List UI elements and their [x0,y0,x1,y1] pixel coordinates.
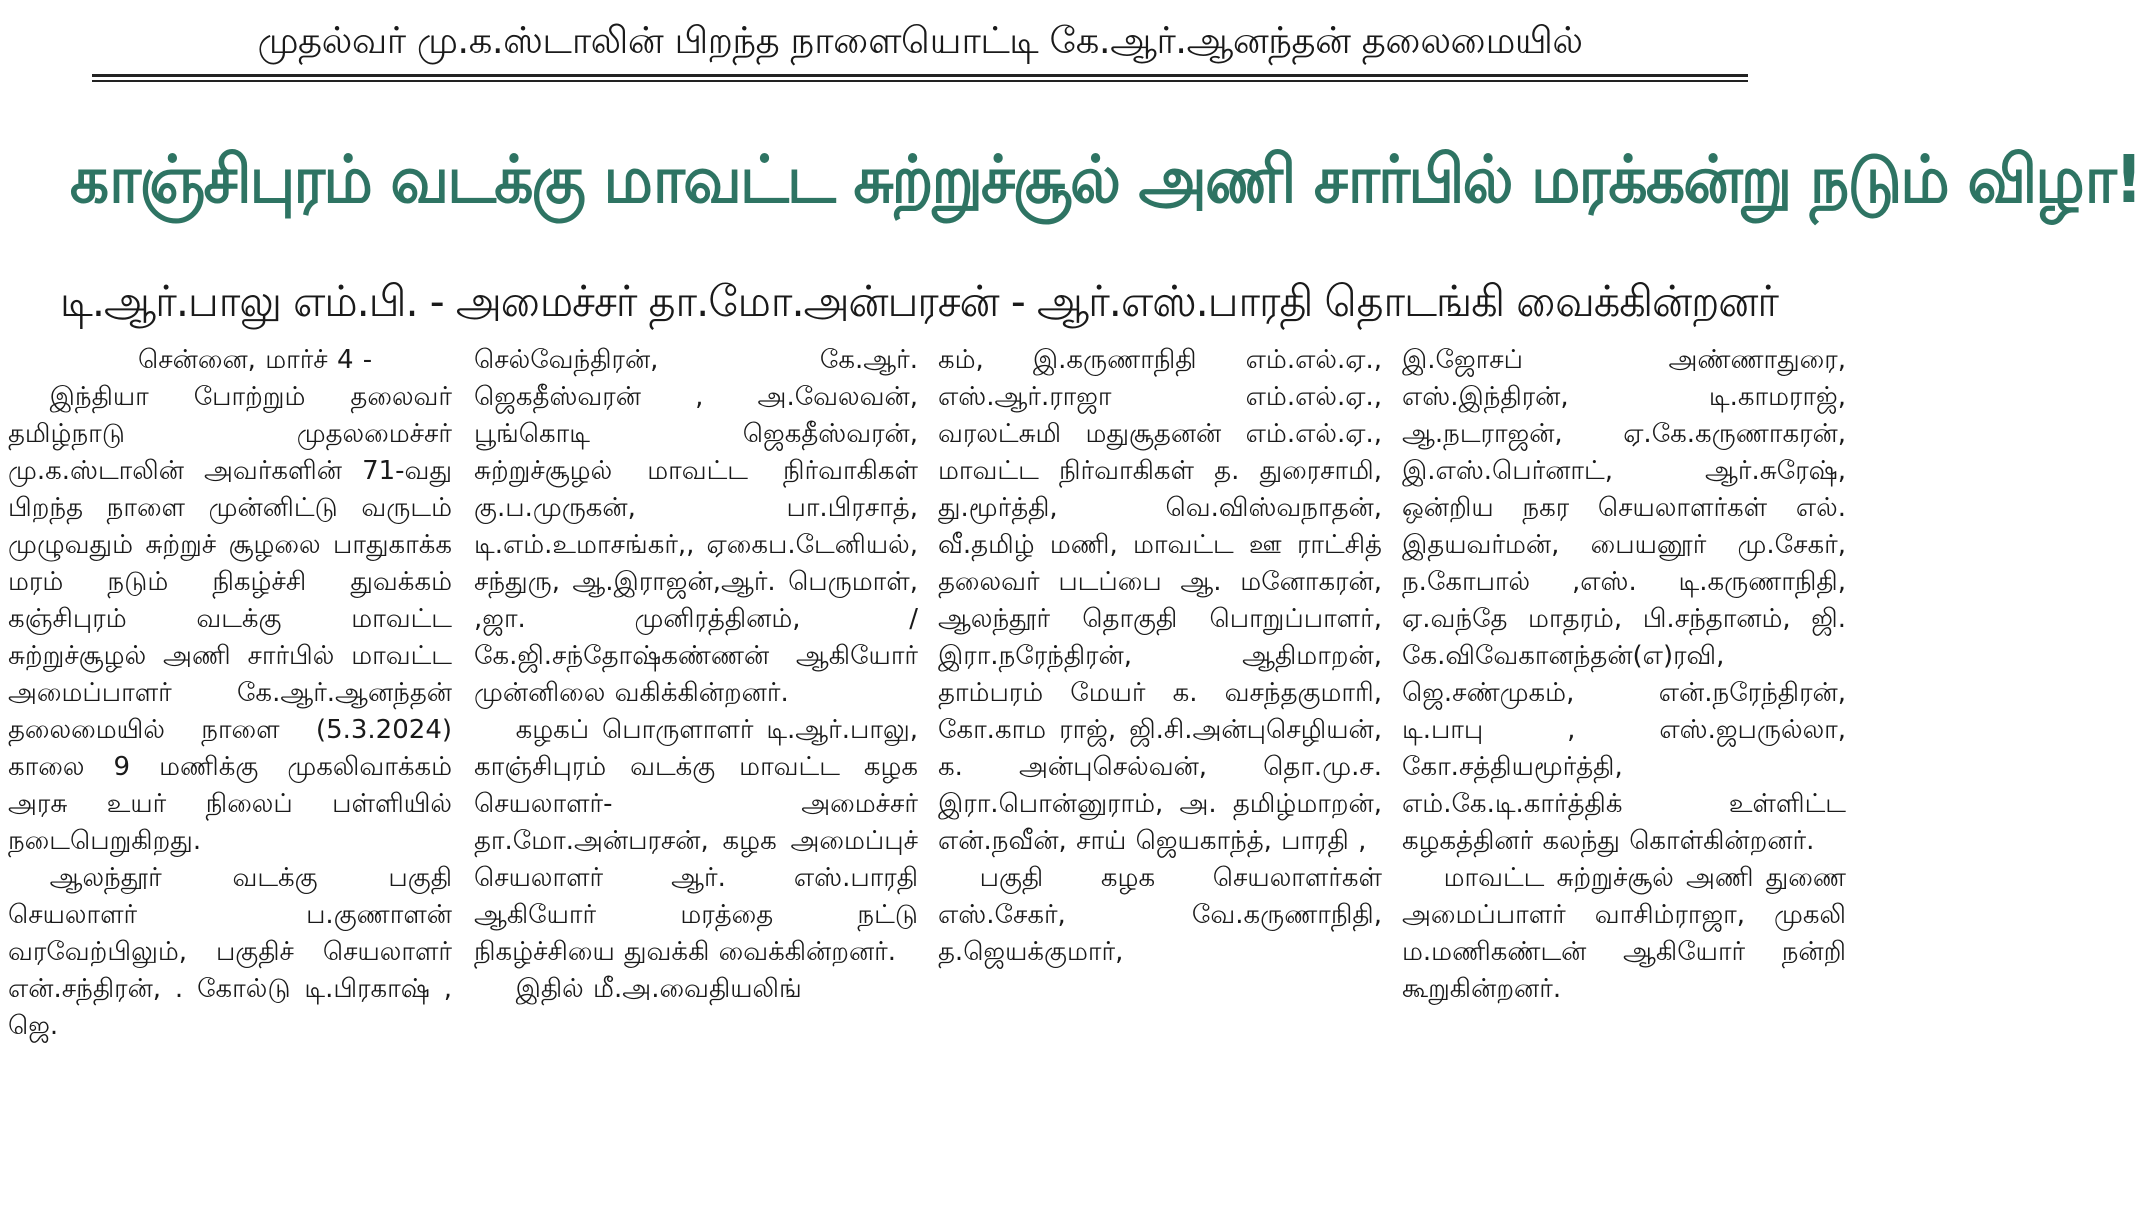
paragraph: பகுதி கழக செயலாளர்கள் எஸ்.சேகர், வே.கருணாநிதி, த.ஜெயக்குமார், [938,863,1382,967]
article-column-4 [1402,342,1846,1230]
paragraph: இதில் மீ.அ.வைதியலிங் [515,974,802,1004]
article-column-3 [938,342,1382,1230]
main-headline: காஞ்சிபுரம் வடக்கு மாவட்ட சுற்றுச்சூல் அணி சார்பில் மரக்கன்று நடும் விழா! [69,141,2141,218]
paragraph: கழகப் பொருளாளர் டி.ஆர்.பாலு, காஞ்சிபுரம் வடக்கு மாவட்ட கழக செயலாளர்- அமைச்சர் தா.மோ.அன்பரசன், கழக அமைப்புச் செயலாளர் ஆர். எஸ்.பாரதி ஆகியோர் மரத்தை நட்டு நிகழ்ச்சியை துவக்கி வைக்கின்றனர். [474,715,918,967]
paragraph: செல்வேந்திரன், கே.ஆர். ஜெகதீஸ்வரன் , அ.வேலவன், பூங்கொடி ஜெகதீஸ்வரன், சுற்றுச்சூழல் மாவட்ட நிர்வாகிகள் கு.ப.முருகன், பா.பிரசாத், டி.எம்.உமாசங்கர்,, ஏகைப.டேனியல், சந்துரு, ஆ.இராஜன்,ஆர். பெருமாள், ,ஜா. முனிரத்தினம், /கே.ஜி.சந்தோஷ்கண்ணன் ஆகியோர் முன்னிலை வகிக்கின்றனர். [474,345,918,708]
paragraph: இ.ஜோசப் அண்ணாதுரை, எஸ்.இந்திரன், டி.காமராஜ், ஆ.நடராஜன், ஏ.கே.கருணாகரன், இ.எஸ்.பெர்னாட், ஆர்.சுரேஷ், ஒன்றிய நகர செயலாளர்கள் எல். இதயவர்மன், பையனூர் மு.சேகர், ந.கோபால் ,எஸ். டி.கருணாநிதி, ஏ.வந்தே மாதரம், பி.சந்தானம், ஜி. கே.விவேகானந்தன்(எ)ரவி, ஜெ.சண்முகம், என்.நரேந்திரன், டி.பாபு , எஸ்.ஜபருல்லா, கோ.சத்தியமூர்த்தி, எம்.கே.டி.கார்த்திக் உள்ளிட்ட கழகத்தினர் கலந்து கொள்கின்றனர். [1402,345,1846,856]
kicker-line: முதல்வர் மு.க.ஸ்டாலின் பிறந்த நாளையொட்டி கே.ஆர்.ஆனந்தன் தலைமையில் [257,19,1583,62]
paragraph: ஆலந்தூர் வடக்கு பகுதி செயலாளர் ப.குணாளன் வரவேற்பிலும், பகுதிச் செயலாளர் என்.சந்திரன், . கோல்டு டி.பிரகாஷ் , ஜெ. [8,863,452,1041]
kicker-underline-second [92,80,1748,82]
kicker-underline [92,74,1748,77]
article-column-1 [8,342,452,1230]
paragraph: மாவட்ட சுற்றுச்சூல் அணி துணை அமைப்பாளர் வாசிம்ராஜா, முகலி ம.மணிகண்டன் ஆகியோர் நன்றி கூறுகின்றனர். [1402,863,1846,1004]
dateline: சென்னை, மார்ச் 4 - [138,345,373,375]
article-column-2 [474,342,918,1230]
paragraph: கம், இ.கருணாநிதி எம்.எல்.ஏ., எஸ்.ஆர்.ராஜா எம்.எல்.ஏ., வரலட்சுமி மதுசூதனன் எம்.எல்.ஏ., மாவட்ட நிர்வாகிகள் த. துரைசாமி, து.மூர்த்தி, வெ.விஸ்வநாதன், வீ.தமிழ் மணி, மாவட்ட ஊ ராட்சித் தலைவர் படப்பை ஆ. மனோகரன், ஆலந்தூர் தொகுதி பொறுப்பாளர், இரா.நரேந்திரன், ஆதிமாறன், தாம்பரம் மேயர் க. வசந்தகுமாரி, கோ.காம ராஜ், ஜி.சி.அன்புசெழியன், க. அன்புசெல்வன், தொ.மு.ச. இரா.பொன்னுராம், அ. தமிழ்மாறன், என்.நவீன், சாய் ஜெயகாந்த், பாரதி , [938,345,1382,856]
paragraph: இந்தியா போற்றும் தலைவர் தமிழ்நாடு முதலமைச்சர் மு.க.ஸ்டாலின் அவர்களின் 71-வது பிறந்த நாளை முன்னிட்டு வருடம் முழுவதும் சுற்றுச் சூழலை பாதுகாக்க மரம் நடும் நிகழ்ச்சி துவக்கம் கஞ்சிபுரம் வடக்கு மாவட்ட சுற்றுச்சூழல் அணி சார்பில் மாவட்ட அமைப்பாளர் கே.ஆர்.ஆனந்தன் தலைமையில் நாளை (5.3.2024) காலை 9 மணிக்கு முகலிவாக்கம் அரசு உயர் நிலைப் பள்ளியில் நடைபெறுகிறது. [8,382,452,856]
subheadline: டி.ஆர்.பாலு எம்.பி. - அமைச்சர் தா.மோ.அன்பரசன் - ஆர்.எஸ்.பாரதி தொடங்கி வைக்கின்றனர் [59,277,1779,327]
